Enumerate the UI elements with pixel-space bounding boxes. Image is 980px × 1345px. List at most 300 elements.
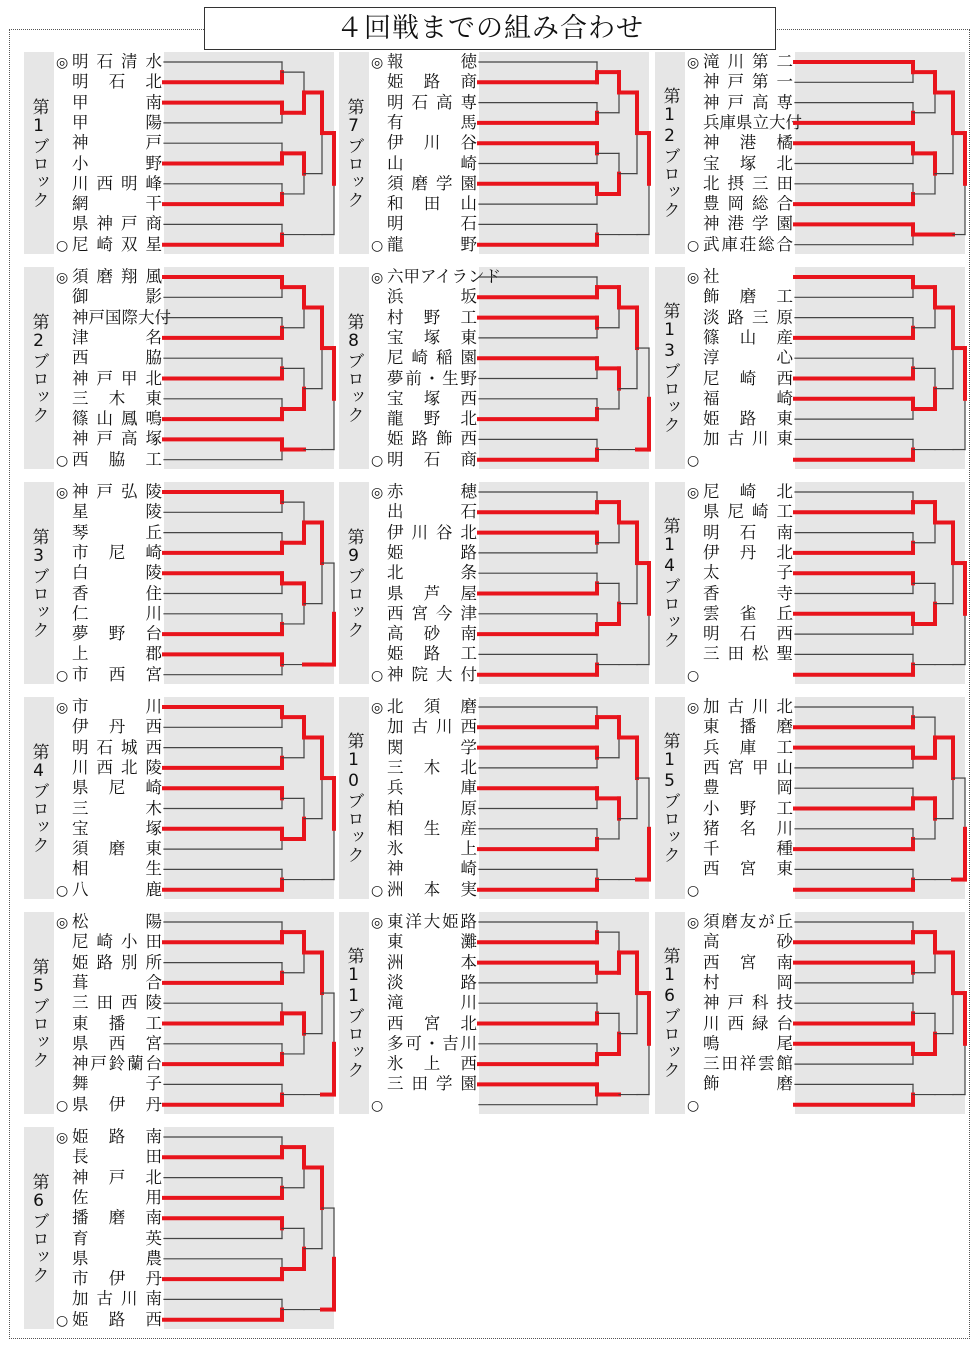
team-name: 六甲アイランド bbox=[387, 267, 502, 286]
block-6 bbox=[24, 1127, 334, 1329]
team-list bbox=[54, 52, 164, 254]
team-entry bbox=[371, 523, 479, 543]
team-name: 篠山産 bbox=[703, 327, 793, 347]
team-name: 明石西 bbox=[703, 624, 793, 644]
seed-mark: ◎ bbox=[371, 700, 384, 716]
block-8 bbox=[339, 267, 649, 469]
block-label-text: 第13ブロック bbox=[659, 302, 680, 434]
block-label-text: 第2ブロック bbox=[28, 312, 49, 424]
team-name: 三木東 bbox=[72, 388, 162, 408]
team-entry bbox=[371, 502, 479, 522]
team-name: 淡路三原 bbox=[703, 307, 793, 327]
seed-mark: ◎ bbox=[371, 55, 384, 71]
bracket-lines bbox=[795, 267, 970, 469]
team-entry bbox=[371, 697, 479, 717]
team-name: 姫路別所 bbox=[72, 952, 162, 972]
team-name: 千種 bbox=[703, 839, 793, 859]
block-label bbox=[655, 267, 685, 469]
team-entry bbox=[56, 1249, 164, 1269]
bracket-lines bbox=[795, 697, 970, 899]
block-label-text: 第8ブロック bbox=[343, 312, 364, 424]
block-label bbox=[339, 697, 369, 899]
team-name: 姫路東 bbox=[703, 409, 793, 429]
team-name: 西宮甲山 bbox=[703, 757, 793, 777]
team-name: 宝塚北 bbox=[703, 153, 793, 173]
team-list bbox=[369, 52, 479, 254]
team-name: 明石南 bbox=[703, 522, 793, 542]
team-name: 神戸北 bbox=[72, 1167, 162, 1187]
seed-mark: ○ bbox=[687, 667, 700, 684]
page-title: ４回戦までの組み合わせ bbox=[204, 7, 776, 50]
team-entry bbox=[371, 584, 479, 604]
team-entry bbox=[56, 1208, 164, 1228]
team-name: 龍野 bbox=[387, 234, 477, 254]
team-entry bbox=[56, 624, 164, 644]
team-name: 神戸第一 bbox=[703, 72, 793, 92]
team-name: 有馬 bbox=[387, 112, 477, 132]
team-entry bbox=[56, 1269, 164, 1289]
team-name: 三田松聖 bbox=[703, 644, 793, 664]
team-entry bbox=[687, 1014, 795, 1034]
team-entry bbox=[56, 912, 164, 932]
team-name: 市伊丹 bbox=[72, 1269, 162, 1289]
team-entry bbox=[687, 214, 795, 234]
team-name: 太子 bbox=[703, 563, 793, 583]
team-name: 市尼崎 bbox=[72, 542, 162, 562]
team-name: 報徳 bbox=[387, 52, 477, 71]
team-entry bbox=[56, 665, 164, 685]
team-list bbox=[685, 267, 795, 469]
team-name: 相生 bbox=[72, 859, 162, 879]
team-entry bbox=[371, 133, 479, 153]
team-name: 飾磨 bbox=[703, 1074, 793, 1094]
bracket-lines bbox=[795, 482, 970, 684]
team-list bbox=[369, 697, 479, 899]
block-label-text: 第7ブロック bbox=[343, 97, 364, 209]
team-entry bbox=[687, 523, 795, 543]
team-name: 尼崎稲園 bbox=[387, 348, 477, 368]
block-label bbox=[24, 1127, 54, 1329]
team-name: 津名 bbox=[72, 327, 162, 347]
team-name: 西脇 bbox=[72, 348, 162, 368]
team-name: 県伊丹 bbox=[72, 1094, 162, 1114]
team-name: 伊川谷北 bbox=[387, 522, 477, 542]
team-entry bbox=[371, 267, 502, 287]
seed-mark: ○ bbox=[687, 237, 700, 254]
team-list bbox=[54, 482, 164, 684]
team-name: 宝塚 bbox=[72, 818, 162, 838]
seed-mark: ◎ bbox=[56, 55, 69, 71]
team-entry bbox=[687, 194, 795, 214]
team-name: 小野 bbox=[72, 153, 162, 173]
seed-mark: ◎ bbox=[687, 270, 700, 286]
team-entry bbox=[56, 389, 164, 409]
team-name: 氷上 bbox=[387, 839, 477, 859]
team-name: 長田 bbox=[72, 1147, 162, 1167]
team-entry bbox=[687, 72, 795, 92]
team-entry bbox=[687, 912, 795, 932]
team-name: 姫路工 bbox=[387, 644, 477, 664]
bracket-lines bbox=[164, 267, 339, 469]
team-name: 神戸甲北 bbox=[72, 368, 162, 388]
team-entry bbox=[687, 543, 795, 563]
team-list bbox=[54, 697, 164, 899]
team-name: 宝塚西 bbox=[387, 388, 477, 408]
team-name: 神戸国際大付 bbox=[72, 307, 171, 327]
team-list bbox=[369, 912, 479, 1114]
block-label bbox=[339, 267, 369, 469]
team-entry bbox=[687, 93, 795, 113]
team-entry bbox=[371, 859, 479, 879]
bracket-lines bbox=[164, 1127, 339, 1329]
team-entry bbox=[687, 738, 795, 758]
team-entry bbox=[56, 1074, 164, 1094]
team-entry bbox=[371, 369, 479, 389]
block-label-text: 第3ブロック bbox=[28, 527, 49, 639]
team-entry bbox=[371, 389, 479, 409]
team-entry bbox=[56, 717, 164, 737]
team-name: 神戸鈴蘭台 bbox=[72, 1054, 162, 1074]
team-name: 神戸 bbox=[72, 133, 162, 153]
team-name: 北摂三田 bbox=[703, 173, 793, 193]
seed-mark: ○ bbox=[371, 882, 384, 899]
team-entry bbox=[687, 133, 795, 153]
block-label bbox=[339, 52, 369, 254]
block-label-text: 第1ブロック bbox=[28, 97, 49, 209]
team-entry bbox=[56, 799, 164, 819]
team-entry bbox=[687, 665, 795, 685]
team-entry bbox=[371, 738, 479, 758]
team-name: 尼崎北 bbox=[703, 482, 793, 501]
team-name: 須磨東 bbox=[72, 839, 162, 859]
block-label bbox=[339, 912, 369, 1114]
team-entry bbox=[371, 72, 479, 92]
team-name: 飾磨工 bbox=[703, 287, 793, 307]
team-name: 須磨翔風 bbox=[72, 267, 162, 286]
team-entry bbox=[56, 72, 164, 92]
team-name: 川西北陵 bbox=[72, 757, 162, 777]
team-entry bbox=[687, 973, 795, 993]
team-entry bbox=[371, 429, 479, 449]
team-name: 明石清水 bbox=[72, 52, 162, 71]
seed-mark: ○ bbox=[56, 1097, 69, 1114]
block-14 bbox=[655, 482, 965, 684]
team-name: 三田学園 bbox=[387, 1074, 477, 1094]
team-entry bbox=[371, 563, 479, 583]
team-entry bbox=[687, 52, 795, 72]
team-entry bbox=[371, 1074, 479, 1094]
block-label bbox=[655, 482, 685, 684]
team-entry bbox=[56, 154, 164, 174]
team-name: 村野工 bbox=[387, 307, 477, 327]
team-name: 加古川西 bbox=[387, 717, 477, 737]
seed-mark: ○ bbox=[56, 882, 69, 899]
seed-mark: ○ bbox=[56, 452, 69, 469]
team-entry bbox=[687, 644, 795, 664]
team-entry bbox=[56, 859, 164, 879]
team-name: 神港橘 bbox=[703, 133, 793, 153]
team-entry bbox=[371, 993, 479, 1013]
team-name: 佐用 bbox=[72, 1187, 162, 1207]
team-entry bbox=[371, 52, 479, 72]
team-entry bbox=[687, 697, 795, 717]
team-entry bbox=[371, 604, 479, 624]
team-entry bbox=[687, 624, 795, 644]
team-name: 洲本実 bbox=[387, 879, 477, 899]
team-name: 上郡 bbox=[72, 644, 162, 664]
team-name: 豊岡 bbox=[703, 778, 793, 798]
team-name: 神院大付 bbox=[387, 664, 477, 684]
seed-mark: ○ bbox=[687, 452, 700, 469]
team-name: 甲南 bbox=[72, 92, 162, 112]
block-label-text: 第14ブロック bbox=[659, 517, 680, 649]
block-label-text: 第15ブロック bbox=[659, 732, 680, 864]
team-name: 夢前・生野 bbox=[387, 368, 477, 388]
team-name: 三木北 bbox=[387, 757, 477, 777]
team-name: 神戸高塚 bbox=[72, 429, 162, 449]
team-entry bbox=[56, 93, 164, 113]
team-name: 県尼崎工 bbox=[703, 502, 793, 522]
team-entry bbox=[371, 644, 479, 664]
team-entry bbox=[371, 1054, 479, 1074]
team-entry bbox=[56, 644, 164, 664]
team-list bbox=[54, 1127, 164, 1329]
block-3 bbox=[24, 482, 334, 684]
team-name: 和田山 bbox=[387, 194, 477, 214]
team-name: 川西明峰 bbox=[72, 173, 162, 193]
team-name: 関学 bbox=[387, 737, 477, 757]
team-entry bbox=[56, 778, 164, 798]
team-entry bbox=[687, 604, 795, 624]
team-name: 東播磨 bbox=[703, 717, 793, 737]
team-name: 龍野北 bbox=[387, 409, 477, 429]
team-name: 県西宮 bbox=[72, 1033, 162, 1053]
team-name: 明石北 bbox=[72, 72, 162, 92]
block-2 bbox=[24, 267, 334, 469]
block-label-text: 第10ブロック bbox=[343, 732, 364, 864]
seed-mark: ○ bbox=[56, 237, 69, 254]
team-list bbox=[54, 912, 164, 1114]
block-label bbox=[24, 52, 54, 254]
team-entry bbox=[687, 482, 795, 502]
team-entry bbox=[371, 348, 479, 368]
team-name: 県神戸商 bbox=[72, 214, 162, 234]
team-entry bbox=[371, 328, 479, 348]
team-entry bbox=[56, 1095, 164, 1115]
team-name: 明石 bbox=[387, 214, 477, 234]
bracket-lines bbox=[164, 52, 339, 254]
team-name: 淳心 bbox=[703, 348, 793, 368]
team-entry bbox=[371, 93, 479, 113]
team-entry bbox=[371, 214, 479, 234]
team-name: 市西宮 bbox=[72, 664, 162, 684]
team-entry bbox=[687, 758, 795, 778]
team-entry bbox=[687, 859, 795, 879]
team-name: 猪名川 bbox=[703, 818, 793, 838]
block-4 bbox=[24, 697, 334, 899]
team-name: 明石高専 bbox=[387, 92, 477, 112]
bracket-lines bbox=[479, 697, 654, 899]
team-name: 高砂 bbox=[703, 932, 793, 952]
team-name: 北須磨 bbox=[387, 697, 477, 716]
team-entry bbox=[687, 287, 795, 307]
team-entry bbox=[371, 450, 479, 470]
block-label-text: 第5ブロック bbox=[28, 957, 49, 1069]
block-label bbox=[655, 52, 685, 254]
team-entry bbox=[371, 973, 479, 993]
team-entry bbox=[56, 1289, 164, 1309]
team-entry bbox=[687, 993, 795, 1013]
team-name: 播磨南 bbox=[72, 1208, 162, 1228]
seed-mark: ◎ bbox=[687, 915, 700, 931]
block-label bbox=[655, 697, 685, 899]
block-label-text: 第11ブロック bbox=[343, 947, 364, 1079]
team-name: 出石 bbox=[387, 502, 477, 522]
team-entry bbox=[56, 1188, 164, 1208]
team-entry bbox=[56, 993, 164, 1013]
seed-mark: ◎ bbox=[687, 55, 700, 71]
team-name: 東灘 bbox=[387, 932, 477, 952]
team-entry bbox=[371, 1095, 479, 1115]
team-name: 神戸高専 bbox=[703, 92, 793, 112]
team-entry bbox=[56, 563, 164, 583]
team-name: 社 bbox=[703, 267, 720, 286]
team-entry bbox=[687, 429, 795, 449]
team-entry bbox=[56, 738, 164, 758]
team-name: 北条 bbox=[387, 563, 477, 583]
team-entry bbox=[56, 543, 164, 563]
team-entry bbox=[371, 953, 479, 973]
team-entry bbox=[371, 482, 479, 502]
bracket-lines bbox=[479, 52, 654, 254]
team-name: 須磨学園 bbox=[387, 173, 477, 193]
team-name: 加古川北 bbox=[703, 697, 793, 716]
team-entry bbox=[56, 880, 164, 900]
bracket-lines bbox=[164, 912, 339, 1114]
team-entry bbox=[56, 1054, 164, 1074]
team-name: 姫路西 bbox=[72, 1309, 162, 1329]
team-name: 西宮東 bbox=[703, 859, 793, 879]
team-entry bbox=[56, 1310, 164, 1330]
seed-mark: ○ bbox=[371, 667, 384, 684]
team-entry bbox=[371, 409, 479, 429]
block-label-text: 第16ブロック bbox=[659, 947, 680, 1079]
team-entry bbox=[687, 1034, 795, 1054]
seed-mark: ○ bbox=[371, 452, 384, 469]
team-entry bbox=[56, 584, 164, 604]
team-entry bbox=[56, 1034, 164, 1054]
team-entry bbox=[56, 429, 164, 449]
block-label bbox=[339, 482, 369, 684]
team-entry bbox=[687, 112, 802, 133]
seed-mark: ◎ bbox=[56, 1130, 69, 1146]
team-entry bbox=[687, 154, 795, 174]
team-entry bbox=[687, 953, 795, 973]
team-name: 多可・吉川 bbox=[387, 1033, 477, 1053]
team-name: 三木 bbox=[72, 798, 162, 818]
team-name: 神港学園 bbox=[703, 214, 793, 234]
team-entry bbox=[56, 839, 164, 859]
team-entry bbox=[56, 953, 164, 973]
team-name: 姫路 bbox=[387, 542, 477, 562]
team-name: 尼崎双星 bbox=[72, 234, 162, 254]
team-name: 葺合 bbox=[72, 972, 162, 992]
seed-mark: ○ bbox=[56, 1312, 69, 1329]
team-entry bbox=[687, 389, 795, 409]
block-label-text: 第12ブロック bbox=[659, 87, 680, 219]
team-list bbox=[685, 52, 802, 254]
team-entry bbox=[687, 174, 795, 194]
team-entry bbox=[687, 235, 795, 255]
team-name: 伊丹北 bbox=[703, 542, 793, 562]
team-list bbox=[369, 482, 479, 684]
team-name: 八鹿 bbox=[72, 879, 162, 899]
team-entry bbox=[371, 758, 479, 778]
team-name: 香寺 bbox=[703, 583, 793, 603]
team-entry bbox=[56, 113, 164, 133]
team-entry bbox=[371, 194, 479, 214]
team-name: 網干 bbox=[72, 194, 162, 214]
block-9 bbox=[339, 482, 649, 684]
team-name: 淡路 bbox=[387, 972, 477, 992]
block-label bbox=[24, 482, 54, 684]
team-entry bbox=[687, 584, 795, 604]
team-entry bbox=[371, 235, 479, 255]
team-entry bbox=[371, 717, 479, 737]
seed-mark: ○ bbox=[56, 667, 69, 684]
team-name: 加古川東 bbox=[703, 429, 793, 449]
team-entry bbox=[56, 194, 164, 214]
team-entry bbox=[371, 912, 479, 932]
team-name: 舞子 bbox=[72, 1074, 162, 1094]
seed-mark: ◎ bbox=[56, 915, 69, 931]
team-entry bbox=[56, 52, 164, 72]
team-name: 宝塚東 bbox=[387, 327, 477, 347]
team-entry bbox=[371, 1014, 479, 1034]
team-entry bbox=[371, 819, 479, 839]
block-15 bbox=[655, 697, 965, 899]
team-entry bbox=[687, 799, 795, 819]
team-entry bbox=[687, 502, 795, 522]
bracket-lines bbox=[479, 267, 654, 469]
team-entry bbox=[687, 348, 795, 368]
team-entry bbox=[56, 1229, 164, 1249]
team-list bbox=[685, 482, 795, 684]
team-entry bbox=[371, 880, 479, 900]
team-entry bbox=[56, 214, 164, 234]
team-name: 三田祥雲館 bbox=[703, 1054, 793, 1074]
team-entry bbox=[56, 133, 164, 153]
team-entry bbox=[56, 758, 164, 778]
team-name: 須磨友が丘 bbox=[703, 912, 793, 931]
team-entry bbox=[371, 308, 479, 328]
team-entry bbox=[687, 880, 795, 900]
team-name: 柏原 bbox=[387, 798, 477, 818]
team-name: 滝川 bbox=[387, 993, 477, 1013]
team-name: 県芦屋 bbox=[387, 583, 477, 603]
team-name: 篠山鳳鳴 bbox=[72, 409, 162, 429]
team-list bbox=[54, 267, 171, 469]
team-entry bbox=[687, 1054, 795, 1074]
bracket-lines bbox=[795, 52, 970, 254]
block-13 bbox=[655, 267, 965, 469]
team-name: 夢野台 bbox=[72, 624, 162, 644]
team-entry bbox=[371, 154, 479, 174]
team-entry bbox=[371, 287, 479, 307]
team-name: 雲雀丘 bbox=[703, 603, 793, 623]
team-name: 育英 bbox=[72, 1228, 162, 1248]
seed-mark: ○ bbox=[371, 1097, 384, 1114]
